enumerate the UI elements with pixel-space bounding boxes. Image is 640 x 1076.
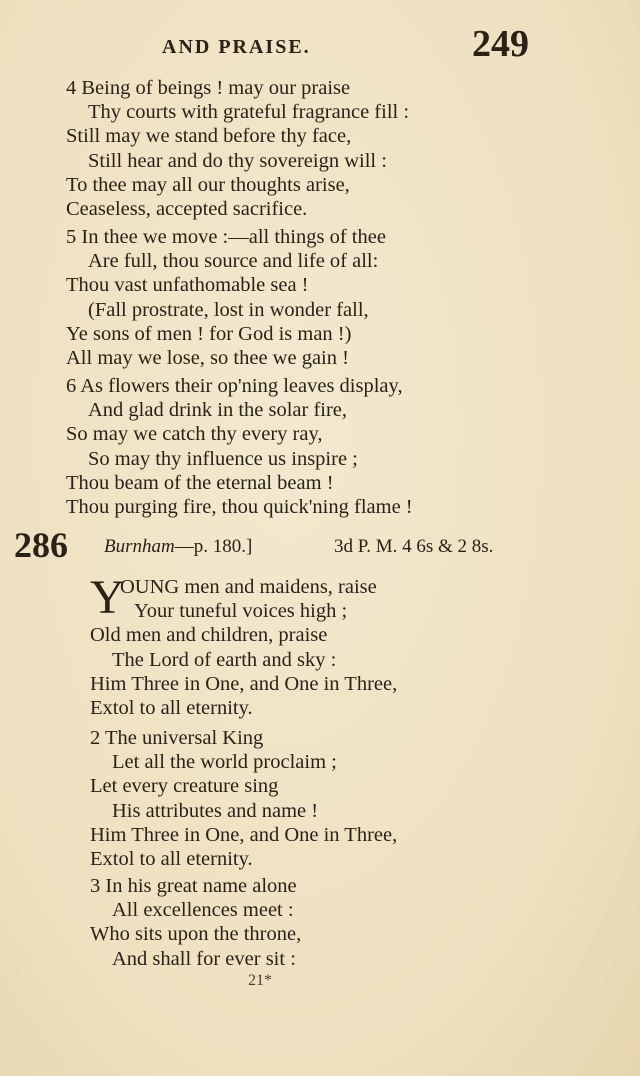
hymn-stanza-3 — [90, 874, 570, 971]
verse-line: Thou beam of the eternal beam ! — [66, 471, 334, 494]
running-head: AND PRAISE. — [162, 36, 311, 58]
verse-line: 6 As flowers their op'ning leaves display, — [66, 375, 403, 397]
verse-line: Who sits upon the throne, — [90, 923, 302, 946]
verse-line: All may we lose, so thee we gain ! — [66, 346, 349, 369]
page-number: 249 — [472, 23, 529, 65]
verse-line: Still hear and do thy sovereign will : — [88, 149, 387, 172]
verse-line: Him Three in One, and One in Three, — [90, 823, 398, 846]
verse-line: Your tuneful voices high ; — [134, 600, 348, 623]
verse-line: 5 In thee we move :—all things of thee — [66, 226, 386, 248]
stanza-4 — [66, 76, 566, 221]
verse-line: OUNG men and maidens, raise — [120, 576, 377, 598]
meter: 3d P. M. 4 6s & 2 8s. — [334, 536, 494, 557]
verse-line: Let every creature sing — [90, 775, 279, 798]
stanza-5 — [66, 225, 566, 370]
verse-line: So may thy influence us inspire ; — [88, 447, 358, 470]
hymn-stanza-1 — [90, 571, 570, 720]
verse-line: Thou vast unfathomable sea ! — [66, 274, 309, 297]
page-header — [0, 23, 640, 68]
signature-mark: 21* — [248, 972, 272, 989]
tune-page: —p. 180.] — [174, 536, 253, 557]
verse-line: Extol to all eternity. — [90, 847, 253, 870]
verse-line: To thee may all our thoughts arise, — [66, 173, 350, 196]
verse-line: Old men and children, praise — [90, 624, 328, 647]
verse-line: Thou purging fire, thou quick'ning flame ! — [66, 495, 413, 518]
verse-line: His attributes and name ! — [112, 799, 319, 822]
hymn-stanza-2 — [90, 726, 570, 871]
verse-line: 2 The universal King — [90, 727, 264, 749]
verse-line: Him Three in One, and One in Three, — [90, 672, 398, 695]
hymn-number: 286 — [14, 525, 68, 565]
verse-line: Still may we stand before thy face, — [66, 125, 352, 148]
verse-line: Are full, thou source and life of all: — [88, 250, 379, 273]
verse-line: Extol to all eternity. — [90, 696, 253, 719]
verse-line: 4 Being of beings ! may our praise — [66, 77, 351, 99]
verse-line: And shall for ever sit : — [112, 947, 296, 970]
verse-line: Ye sons of men ! for God is man !) — [66, 322, 352, 345]
stanza-6 — [66, 374, 566, 519]
tune-name: Burnham — [104, 536, 175, 557]
verse-line: The Lord of earth and sky : — [112, 648, 337, 671]
drop-cap: Y — [90, 571, 125, 624]
verse-line: 3 In his great name alone — [90, 875, 297, 897]
verse-line: All excellences meet : — [112, 899, 294, 922]
verse-line: And glad drink in the solar fire, — [88, 399, 348, 422]
verse-line: Thy courts with grateful fragrance fill : — [88, 101, 410, 124]
verse-line: So may we catch thy every ray, — [66, 423, 323, 446]
tune-reference — [104, 536, 252, 558]
verse-line: Ceaseless, accepted sacrifice. — [66, 197, 308, 220]
verse-line: Let all the world proclaim ; — [112, 751, 337, 774]
verse-line: (Fall prostrate, lost in wonder fall, — [88, 298, 369, 321]
hymn-heading — [14, 525, 614, 568]
